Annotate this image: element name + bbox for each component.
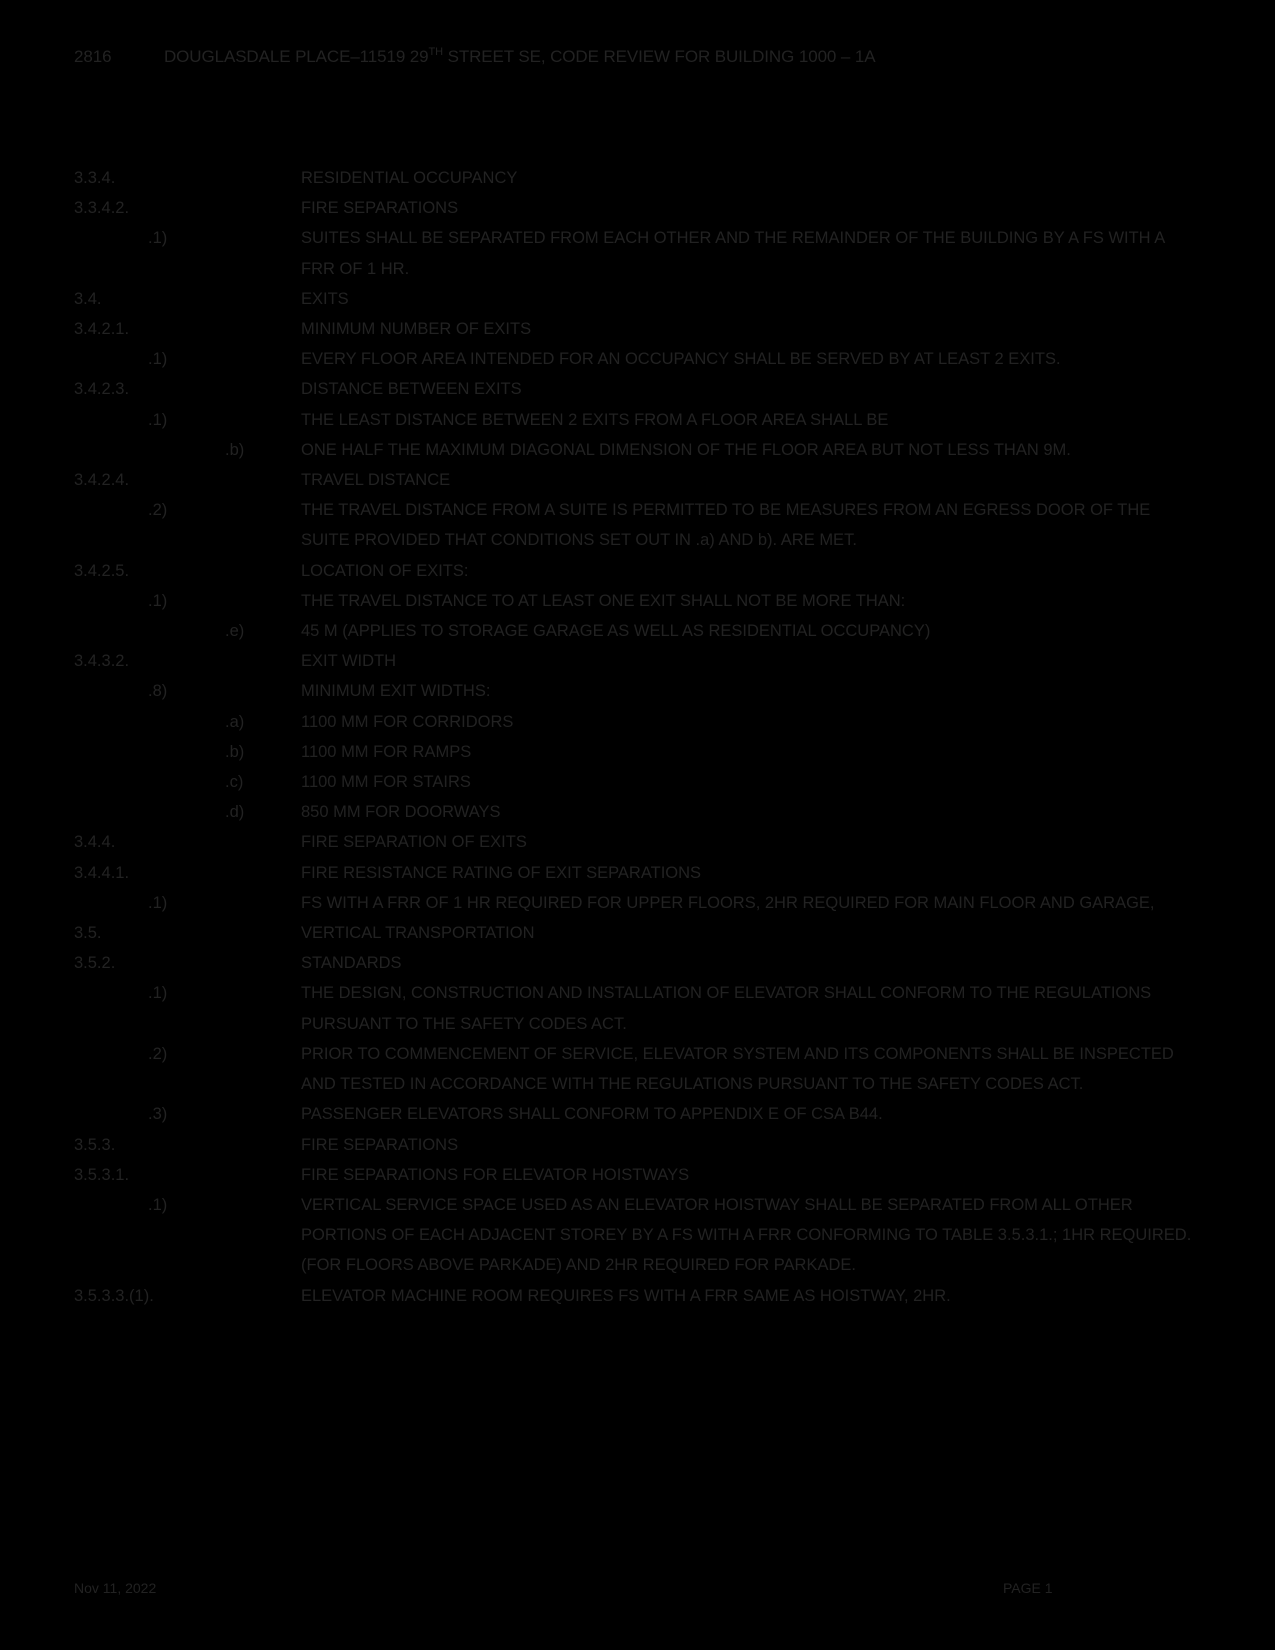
title-suffix: STREET SE, CODE REVIEW FOR BUILDING 1000 – 1A <box>442 47 876 66</box>
sentence-number: .2) <box>148 501 168 520</box>
requirement-text: DISTANCE BETWEEN EXITS <box>301 380 522 399</box>
clause-number: 3.3.4.2. <box>74 199 130 218</box>
code-review-row <box>0 586 1275 616</box>
code-review-row <box>0 344 1275 374</box>
clause-number: 3.4.2.5. <box>74 561 130 580</box>
code-review-row <box>0 737 1275 767</box>
code-review-row <box>0 646 1275 676</box>
clause-number: 3.4. <box>74 289 102 308</box>
code-review-row <box>0 314 1275 344</box>
clause-number: 3.5.3. <box>74 1135 116 1154</box>
requirement-text: FS WITH A FRR OF 1 HR REQUIRED FOR UPPER FLOORS, 2HR REQUIRED FOR MAIN FLOOR AND GARAGE, <box>301 893 1155 912</box>
code-review-row <box>0 1281 1275 1311</box>
code-review-row <box>0 1130 1275 1160</box>
requirement-text: FIRE RESISTANCE RATING OF EXIT SEPARATIONS <box>301 863 702 882</box>
requirement-text: RESIDENTIAL OCCUPANCY <box>301 169 518 187</box>
code-review-row <box>0 374 1275 404</box>
clause-number: 3.5.3.1. <box>74 1165 130 1184</box>
code-review-row <box>0 1039 1275 1099</box>
requirement-text: PASSENGER ELEVATORS SHALL CONFORM TO APPENDIX E OF CSA B44. <box>301 1105 883 1124</box>
requirement-text: FIRE SEPARATIONS <box>301 199 459 218</box>
code-review-row <box>0 797 1275 827</box>
code-review-row <box>0 495 1275 555</box>
clause-number: 3.4.2.3. <box>74 380 130 399</box>
sentence-number: .8) <box>148 682 168 701</box>
sentence-number: .1) <box>148 591 168 610</box>
requirement-text: LOCATION OF EXITS: <box>301 561 469 580</box>
requirement-text: EVERY FLOOR AREA INTENDED FOR AN OCCUPANCY SHALL BE SERVED BY AT LEAST 2 EXITS. <box>301 350 1061 369</box>
code-review-row <box>0 918 1275 948</box>
code-review-row <box>0 978 1275 1038</box>
clause-item: .e) <box>225 622 245 641</box>
clause-number: 3.5. <box>74 924 102 943</box>
requirement-text: ONE HALF THE MAXIMUM DIAGONAL DIMENSION OF THE FLOOR AREA BUT NOT LESS THAN 9M. <box>301 440 1071 459</box>
clause-number: 3.4.4.1. <box>74 863 130 882</box>
requirement-text: MINIMUM NUMBER OF EXITS <box>301 320 532 339</box>
clause-item: .d) <box>225 803 245 822</box>
requirement-text: VERTICAL SERVICE SPACE USED AS AN ELEVATOR HOISTWAY SHALL BE SEPARATED FROM ALL OTHER PORTIONS OF EACH ADJACENT STOREY BY A FS WITH A FRR CONFORMING TO TABLE 3.5.3.1.; 1HR REQUIRED. (FOR FLOORS ABOVE PARKADE) AND 2HR REQUIRED FOR PARKADE. <box>301 1195 1192 1275</box>
requirement-text: THE DESIGN, CONSTRUCTION AND INSTALLATION OF ELEVATOR SHALL CONFORM TO THE REGULATIONS PURSUANT TO THE SAFETY CODES ACT. <box>301 984 1152 1033</box>
requirement-text: THE TRAVEL DISTANCE FROM A SUITE IS PERMITTED TO BE MEASURES FROM AN EGRESS DOOR OF THE SUITE PROVIDED THAT CONDITIONS SET OUT IN .a) AND b). ARE MET. <box>301 501 1151 550</box>
requirement-text: PRIOR TO COMMENCEMENT OF SERVICE, ELEVATOR SYSTEM AND ITS COMPONENTS SHALL BE INSPECTED AND TESTED IN ACCORDANCE WITH THE REGULATIONS PURSUANT TO THE SAFETY CODES ACT. <box>301 1044 1174 1094</box>
code-review-row <box>0 223 1275 283</box>
requirement-text: FIRE SEPARATION OF EXITS <box>301 833 527 852</box>
requirement-text: FIRE SEPARATIONS FOR ELEVATOR HOISTWAYS <box>301 1165 690 1184</box>
requirement-text: FIRE SEPARATIONS <box>301 1135 459 1154</box>
code-review-row <box>0 767 1275 797</box>
sentence-number: .1) <box>148 984 168 1003</box>
clause-item: .b) <box>225 742 245 761</box>
code-review-row <box>0 676 1275 706</box>
requirement-text: SUITES SHALL BE SEPARATED FROM EACH OTHER AND THE REMAINDER OF THE BUILDING BY A FS WITH A FRR OF 1 HR. <box>301 229 1165 278</box>
code-review-row <box>0 1160 1275 1190</box>
code-review-row <box>0 1190 1275 1281</box>
code-review-row <box>0 556 1275 586</box>
title-superscript: TH <box>428 46 443 58</box>
requirement-text: 1100 MM FOR STAIRS <box>301 773 471 792</box>
requirement-text: THE TRAVEL DISTANCE TO AT LEAST ONE EXIT SHALL NOT BE MORE THAN: <box>301 591 906 610</box>
sentence-number: .1) <box>148 410 168 429</box>
clause-number: 3.5.2. <box>74 954 116 973</box>
clause-item: .c) <box>225 773 244 792</box>
requirement-text: 1100 MM FOR CORRIDORS <box>301 712 514 731</box>
page-header <box>74 47 875 67</box>
code-review-row <box>0 284 1275 314</box>
code-review-row <box>0 948 1275 978</box>
clause-item: .a) <box>225 712 245 731</box>
requirement-text: STANDARDS <box>301 954 402 973</box>
requirement-text: 45 M (APPLIES TO STORAGE GARAGE AS WELL AS RESIDENTIAL OCCUPANCY) <box>301 622 931 641</box>
title-prefix: DOUGLASDALE PLACE–11519 29 <box>164 47 429 66</box>
sentence-number: .1) <box>148 893 168 912</box>
clause-number: 3.5.3.3.(1). <box>74 1286 154 1305</box>
requirement-text: MINIMUM EXIT WIDTHS: <box>301 682 491 701</box>
sentence-number: .1) <box>148 350 168 369</box>
footer-date: Nov 11, 2022 <box>74 1580 157 1596</box>
code-review-row <box>0 888 1275 918</box>
code-review-row <box>0 1099 1275 1129</box>
clause-number: 3.4.4. <box>74 833 116 852</box>
requirement-text: 850 MM FOR DOORWAYS <box>301 803 501 822</box>
code-review-row <box>0 163 1275 193</box>
code-review-row <box>0 435 1275 465</box>
requirement-text: ELEVATOR MACHINE ROOM REQUIRES FS WITH A FRR SAME AS HOISTWAY, 2HR. <box>301 1286 951 1305</box>
sentence-number: .1) <box>148 1195 168 1214</box>
code-review-row <box>0 405 1275 435</box>
document-title <box>164 47 875 66</box>
code-review-list <box>0 163 1275 1311</box>
code-review-row <box>0 465 1275 495</box>
clause-number: 3.4.2.1. <box>74 320 130 339</box>
clause-number: 3.3.4. <box>74 169 116 187</box>
code-review-row <box>0 193 1275 223</box>
code-review-row <box>0 707 1275 737</box>
requirement-text: 1100 MM FOR RAMPS <box>301 742 472 761</box>
clause-number: 3.4.2.4. <box>74 471 130 490</box>
sentence-number: .3) <box>148 1105 168 1124</box>
sentence-number: .1) <box>148 229 168 248</box>
clause-item: .b) <box>225 440 245 459</box>
sentence-number: .2) <box>148 1044 168 1063</box>
requirement-text: TRAVEL DISTANCE <box>301 471 451 490</box>
code-review-row <box>0 827 1275 857</box>
project-number: 2816 <box>74 47 112 66</box>
requirement-text: EXITS <box>301 289 349 308</box>
requirement-text: VERTICAL TRANSPORTATION <box>301 924 535 943</box>
clause-number: 3.4.3.2. <box>74 652 130 671</box>
footer-page-number: PAGE 1 <box>1003 1580 1053 1596</box>
requirement-text: EXIT WIDTH <box>301 652 397 671</box>
code-review-row <box>0 858 1275 888</box>
requirement-text: THE LEAST DISTANCE BETWEEN 2 EXITS FROM A FLOOR AREA SHALL BE <box>301 410 889 429</box>
code-review-row <box>0 616 1275 646</box>
